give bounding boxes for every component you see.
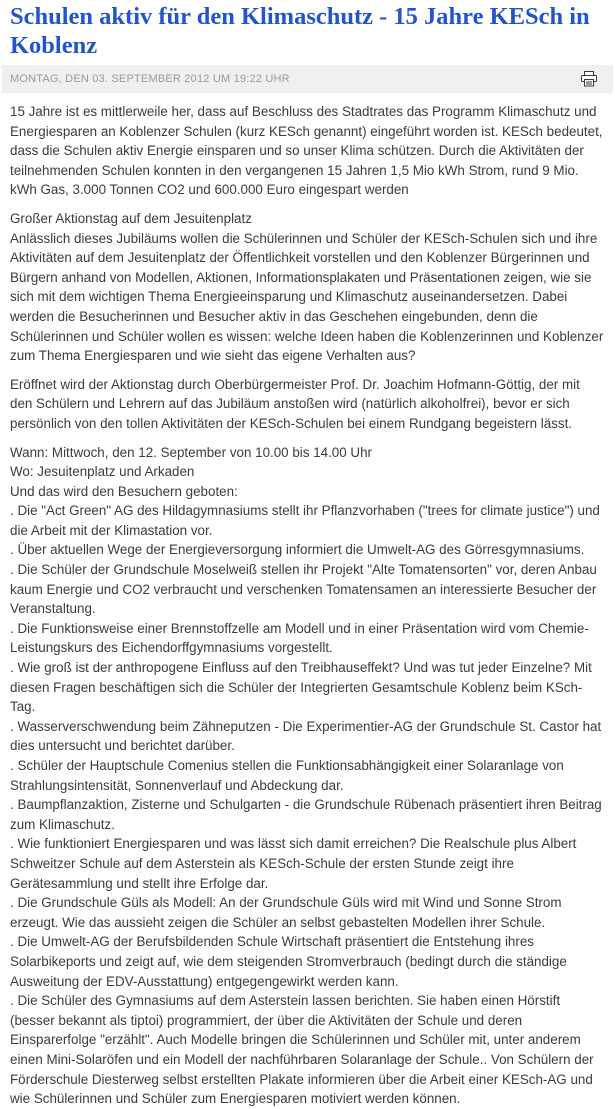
publish-date: MONTAG, DEN 03. SEPTEMBER 2012 UM 19:22 UHR	[10, 73, 290, 85]
paragraph-eroeffnung: Eröffnet wird der Aktionstag durch Oberbürgermeister Prof. Dr. Joachim Hofmann-Göttig, der mit den Schülern und Lehrern auf das Jubiläum anstoßen wird (natürlich alkoholfrei), bevor er sich persönlich von den tollen Aktivitäten der KESch-Schulen bei einem Rundgang begeistern lässt.	[10, 376, 580, 431]
paragraph-aktionstag: Großer Aktionstag auf dem Jesuitenplatz Anlässlich dieses Jubiläums wollen die Schülerinnen und Schüler der KESch-Schulen sich und ihre Aktivitäten auf dem Jesuitenplatz der Öffentlichkeit vorstellen und den Koblenzer Bürgerinnen und Bürgern anhand von Modellen, Aktionen, Informationsplakaten und Präsentationen zeigen, wie sie sich mit dem wichtigen Thema Energieeinsparung und Klimaschutz auseinandersetzen. Dabei werden die Besucherinnen und Besucher aktiv in das Geschehen eingebunden, denn die Schülerinnen und Schüler wollen es wissen: welche Ideen haben die Koblenzerinnen und Koblenzer zum Thema Energiesparen und wie sieht das eigene Verhalten aus?	[10, 210, 604, 364]
print-button[interactable]	[579, 69, 599, 89]
printer-icon	[580, 71, 598, 87]
page-title: Schulen aktiv für den Klimaschutz - 15 Jahre KESch in Koblenz	[10, 3, 590, 59]
article-meta-bar	[2, 65, 613, 93]
article-body	[10, 102, 605, 1109]
paragraph-intro: 15 Jahre ist es mittlerweile her, dass auf Beschluss des Stadtrates das Programm Klimaschutz und Energiesparen an Koblenzer Schulen (kurz KESch genannt) eingeführt worden ist. KESch bedeutet, dass die Schulen aktiv Energie einsparen und so unser Klima schützen. Durch die Aktivitäten der teilnehmenden Schulen konnten in den vergangenen 15 Jahren 1,5 Mio kWh Strom, rund 9 Mio. kWh Gas, 3.000 Tonnen CO2 und 600.000 Euro eingespart werden	[10, 104, 603, 198]
paragraph-programm-liste: Wann: Mittwoch, den 12. September von 10.00 bis 14.00 Uhr Wo: Jesuitenplatz und Arkaden Und das wird den Besuchern geboten: . Die "Act Green" AG des Hildagymnasiums stellt ihr Pflanzvorhaben ("trees for climate justice") und die Arbeit mit der Klimastation vor. . Über aktuellen Wege der Energieversorgung informiert die Umwelt-AG des Görresgymnasiums. . Die Schüler der Grundschule Moselweiß stellen ihr Projekt "Alte Tomatensorten" vor, deren Anbau kaum Energie und CO2 verbraucht und verschenken Tomatensamen an interessierte Besucher der Veranstaltung. . Die Funktionsweise einer Brennstoffzelle am Modell und in einer Präsentation wird vom Chemie-Leistungskurs des Eichendorffgymnasiums vorgestellt. . Wie groß ist der anthropogene Einfluss auf den Treibhauseffekt? Und was tut jeder Einzelne? Mit diesen Fragen beschäftigen sich die Schüler der Integrierten Gesamtschule Koblenz beim KSch-Tag. . Wasserverschwendung beim Zähneputzen - Die Experimentier-AG der Grundschule St. Castor hat dies untersucht und berichtet darüber. . Schüler der Hauptschule Comenius stellen die Funktionsabhängigkeit einer Solaranlage von Strahlungsintensität, Sonnenverlauf und Abdeckung dar. . Baumpflanzaktion, Zisterne und Schulgarten - die Grundschule Rübenach präsentiert ihren Beitrag zum Klimaschutz. . Wie funktioniert Energiesparen und was lässt sich damit erreichen? Die Realschule plus Albert Schweitzer Schule auf dem Asterstein als KESch-Schule der ersten Stunde zeigt ihre Gerätesammlung und stellt ihre Erfolge dar. . Die Grundschule Güls als Modell: An der Grundschule Güls wird mit Wind und Sonne Strom erzeugt. Wie das aussieht zeigen die Schüler an selbst gebastelten Modellen ihrer Schule. . Die Umwelt-AG der Berufsbildenden Schule Wirtschaft präsentiert die Entstehung ihres Solarbikeports und zeigt auf, wie dem steigenden Stromverbrauch (bedingt durch die ständige Ausweitung der EDV-Ausstattung) entgegengewirkt werden kann. . Die Schüler des Gymnasiums auf dem Asterstein lassen berichten. Sie haben einen Hörstift (besser bekannt als tiptoi) programmiert, der über die Aktivitäten der Schule und deren Einsparerfolge "erzählt". Auch Modelle bringen die Schülerinnen und Schüler mit, unter anderem einen Mini-Solaröfen und ein Modell der nachführbaren Solaranlage der Schule.. Von Schülern der Förderschule Diesterweg selbst erstellten Plakate informieren über die Arbeit einer KESch-AG und wie Schülerinnen und Schüler zum Energiesparen motiviert werden können.	[10, 444, 602, 1107]
